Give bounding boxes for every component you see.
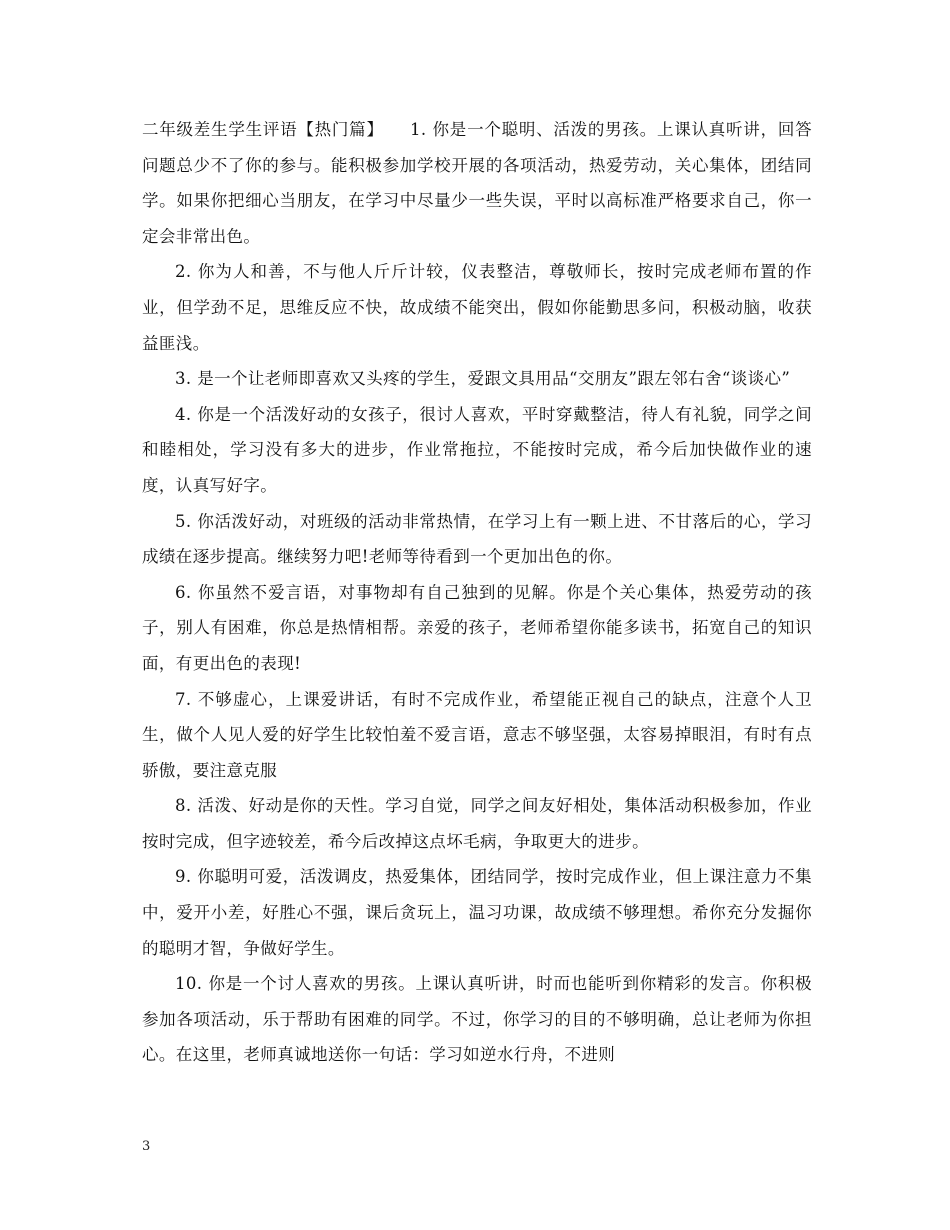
- paragraph-4: 4. 你是一个活泼好动的女孩子，很讨人喜欢，平时穿戴整洁，待人有礼貌，同学之间和睦相处，学习没有多大的进步，作业常拖拉，不能按时完成，希今后加快做作业的速度，认真写好字。: [142, 404, 812, 495]
- paragraph-6: 6. 你虽然不爱言语，对事物却有自己独到的见解。你是个关心集体，热爱劳动的孩子，别人有困难，你总是热情相帮。亲爱的孩子，老师希望你能多读书，拓宽自己的知识面，有更出色的表现!: [142, 582, 812, 673]
- paragraph-10: 10. 你是一个讨人喜欢的男孩。上课认真听讲，时而也能听到你精彩的发言。你积极参加各项活动，乐于帮助有困难的同学。不过，你学习的目的不够明确，总让老师为你担心。在这里，老师真诚地送你一句话：学习如逆水行舟，不进则: [142, 974, 812, 1065]
- document-body: [142, 112, 812, 1073]
- paragraph-8: 8. 活泼、好动是你的天性。学习自觉，同学之间友好相处，集体活动积极参加，作业按时完成，但字迹较差，希今后改掉这点坏毛病，争取更大的进步。: [142, 796, 812, 851]
- paragraph-9: 9. 你聪明可爱，活泼调皮，热爱集体，团结同学，按时完成作业，但上课注意力不集中，爱开小差，好胜心不强，课后贪玩上，温习功课，故成绩不够理想。希你充分发掘你的聪明才智，争做好学生。: [142, 867, 812, 958]
- page-number: 3: [142, 1139, 151, 1154]
- paragraph-2: 2. 你为人和善，不与他人斤斤计较，仪表整洁，尊敬师长，按时完成老师布置的作业，但学劲不足，思维反应不快，故成绩不能突出，假如你能勤思多问，积极动脑，收获益匪浅。: [142, 262, 812, 353]
- paragraph-intro-1: 二年级差生学生评语【热门篇】 1. 你是一个聪明、活泼的男孩。上课认真听讲，回答问题总少不了你的参与。能积极参加学校开展的各项活动，热爱劳动，关心集体，团结同学。如果你把细心当朋友，在学习中尽量少一些失误，平时以高标准严格要求自己，你一定会非常出色。: [142, 120, 812, 246]
- paragraph-5: 5. 你活泼好动，对班级的活动非常热情，在学习上有一颗上进、不甘落后的心，学习成绩在逐步提高。继续努力吧!老师等待看到一个更加出色的你。: [142, 511, 812, 567]
- paragraph-7: 7. 不够虚心，上课爱讲话，有时不完成作业，希望能正视自己的缺点，注意个人卫生，做个人见人爱的好学生比较怕羞不爱言语，意志不够坚强，太容易掉眼泪，有时有点骄傲，要注意克服: [142, 689, 812, 780]
- paragraph-3: 3. 是一个让老师即喜欢又头疼的学生，爱跟文具用品“交朋友”跟左邻右舍“谈谈心”: [175, 369, 791, 389]
